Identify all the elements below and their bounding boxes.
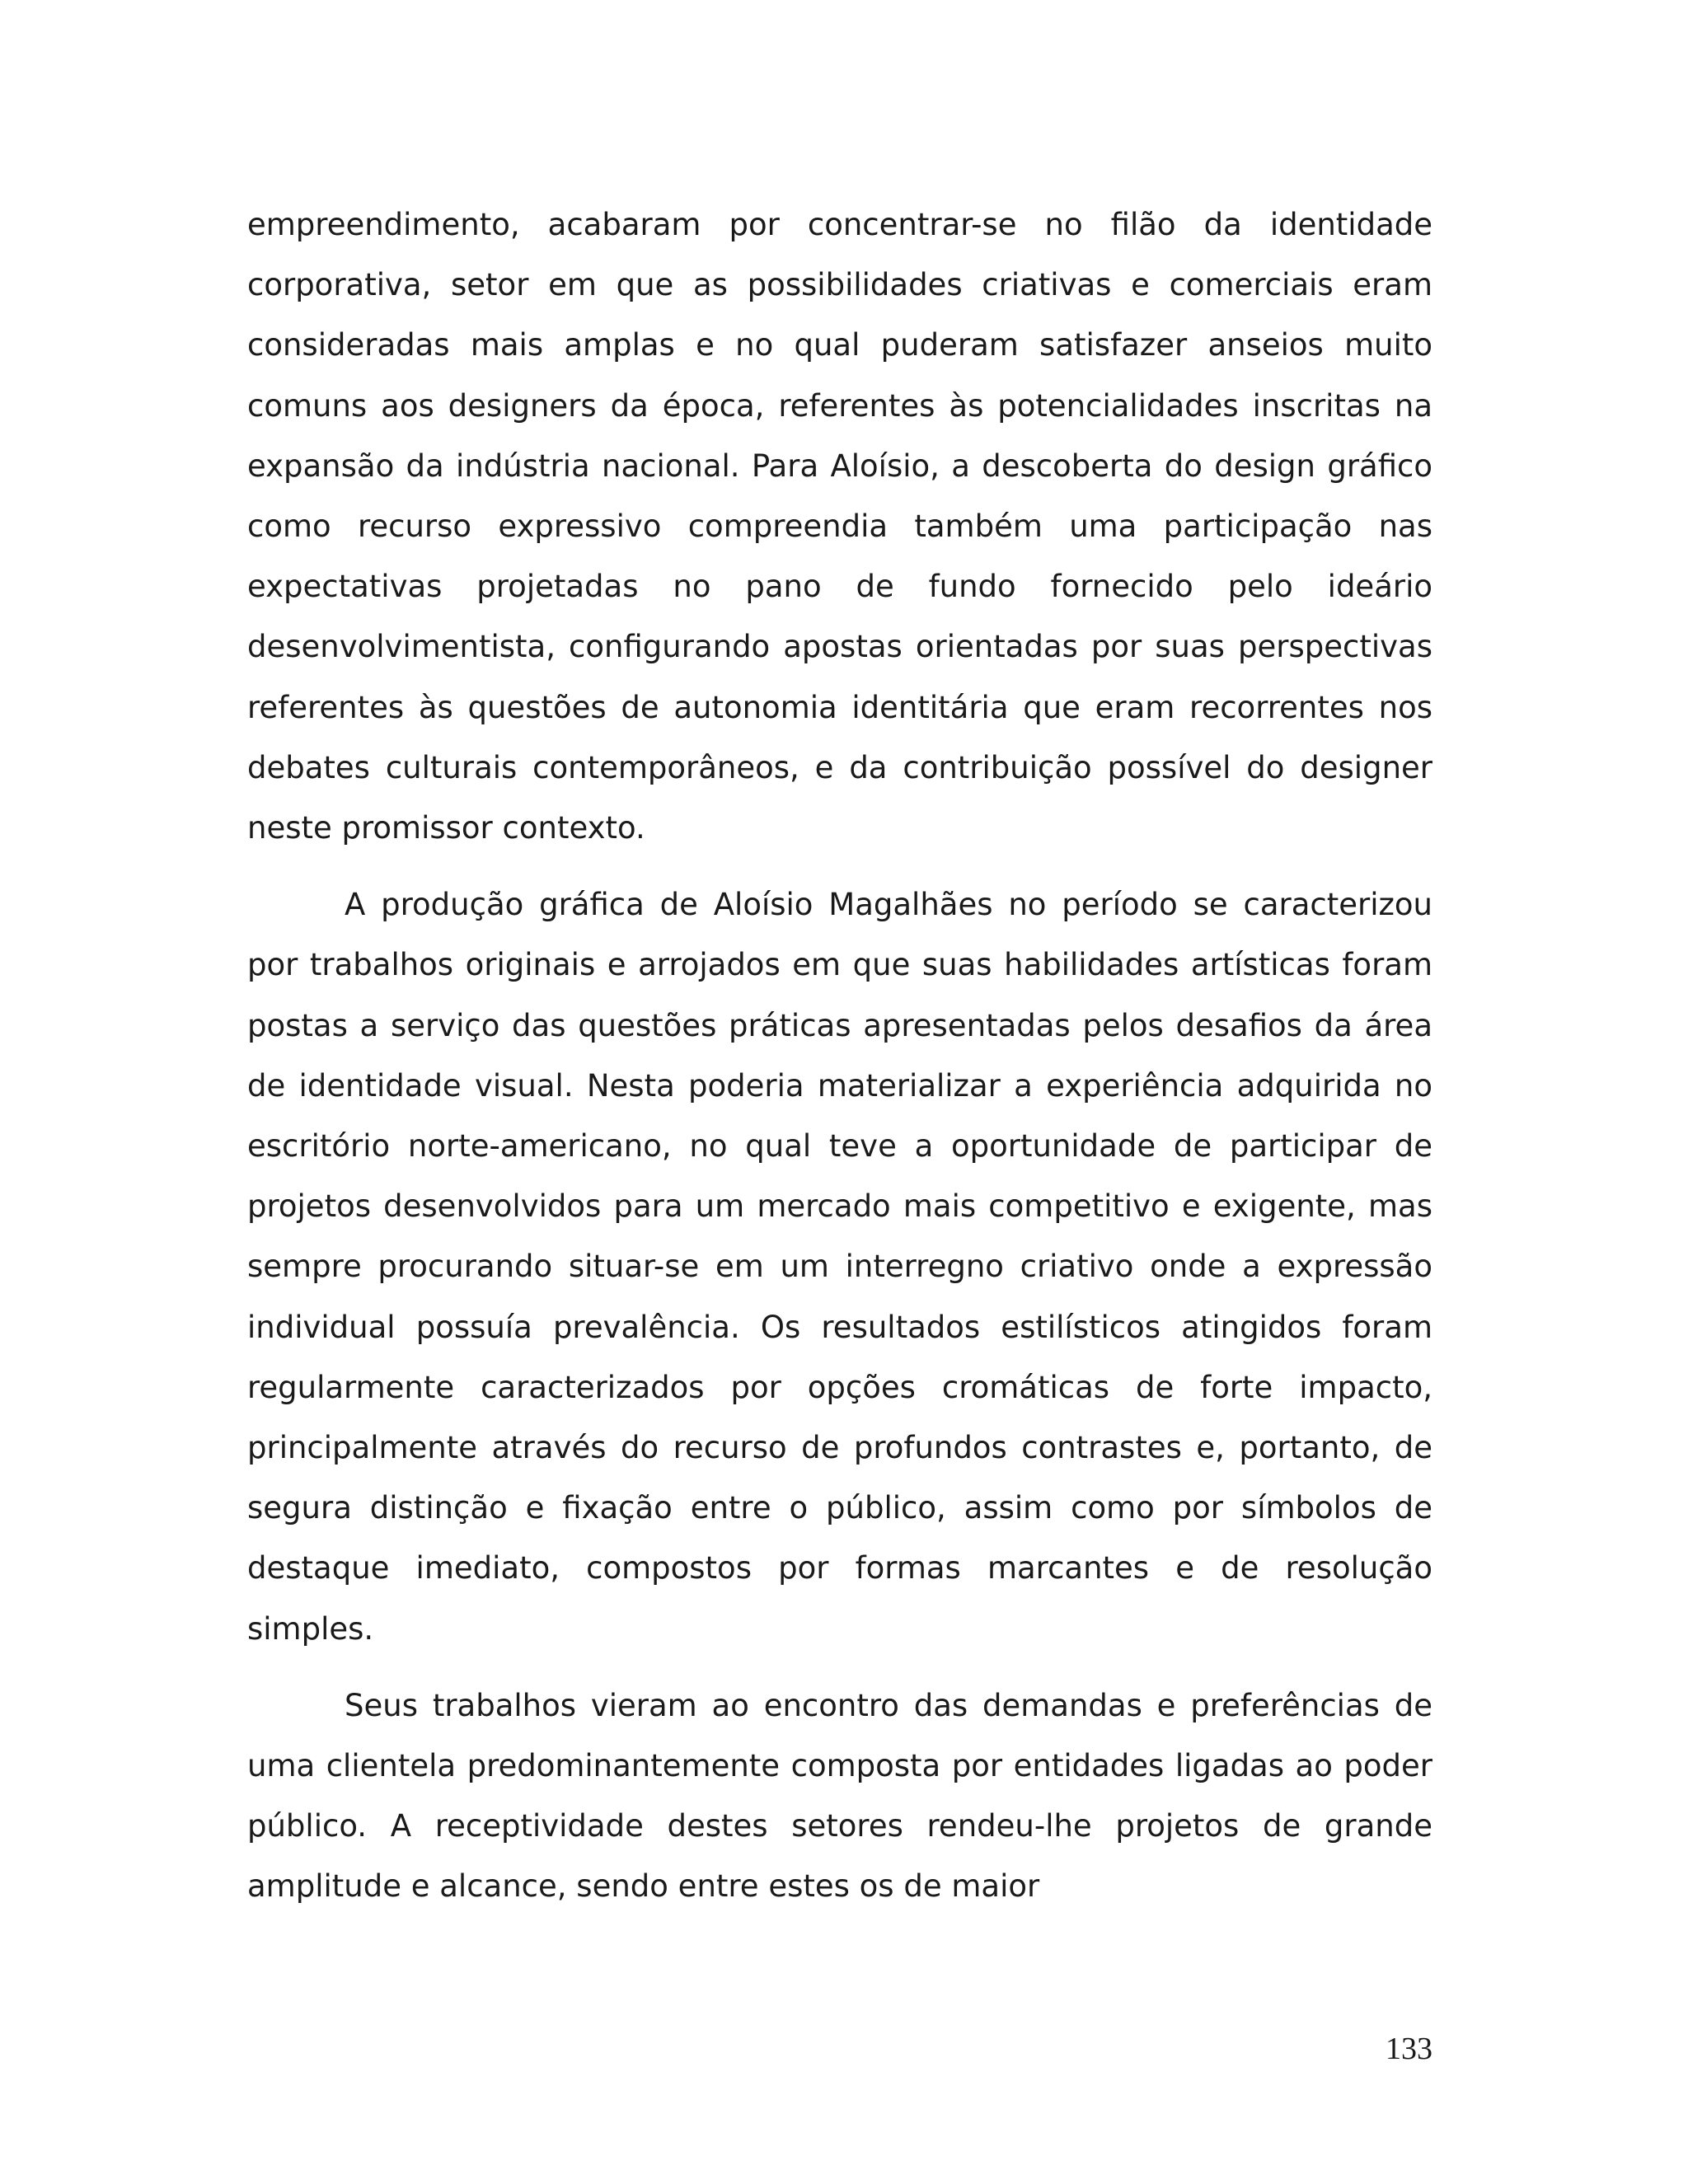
body-text [247, 194, 1432, 1917]
paragraph-producao-grafica: A produção gráfica de Aloísio Magalhães no período se caracterizou por trabalhos originais e arrojados em que suas habilidades artísticas foram postas a serviço das questões práticas apresentadas pelos desafios da área de identidade visual. Nesta poderia materializar a experiência adquirida no escritório norte-americano, no qual teve a oportunidade de participar de projetos desenvolvidos para um mercado mais competitivo e exigente, mas sempre procurando situar-se em um interregno criativo onde a expressão individual possuía prevalência. Os resultados estilísticos atingidos foram regularmente caracterizados por opções cromáticas de forte impacto, principalmente através do recurso de profundos contrastes e, portanto, de segura distinção e fixação entre o público, assim como por símbolos de destaque imediato, compostos por formas marcantes e de resolução simples. [247, 887, 1432, 1647]
paragraph-seus-trabalhos: Seus trabalhos vieram ao encontro das demandas e preferências de uma clientela predominantemente composta por entidades ligadas ao poder público. A receptividade destes setores rendeu-lhe projetos de grande amplitude e alcance, sendo entre estes os de maior [247, 1687, 1432, 1905]
page-number: 133 [1386, 2032, 1432, 2066]
paragraph-continuation: empreendimento, acabaram por concentrar-se no filão da identidade corporativa, setor em que as possibilidades criativas e comerciais eram consideradas mais amplas e no qual puderam satisfazer anseios muito comuns aos designers da época, referentes às potencialidades inscritas na expansão da indústria nacional. Para Aloísio, a descoberta do design gráfico como recurso expressivo compreendia também uma participação nas expectativas projetadas no pano de fundo fornecido pelo ideário desenvolvimentista, configurando apostas orientadas por suas perspectivas referentes às questões de autonomia identitária que eram recorrentes nos debates culturais contemporâneos, e da contribuição possível do designer neste promissor contexto. [247, 207, 1432, 846]
